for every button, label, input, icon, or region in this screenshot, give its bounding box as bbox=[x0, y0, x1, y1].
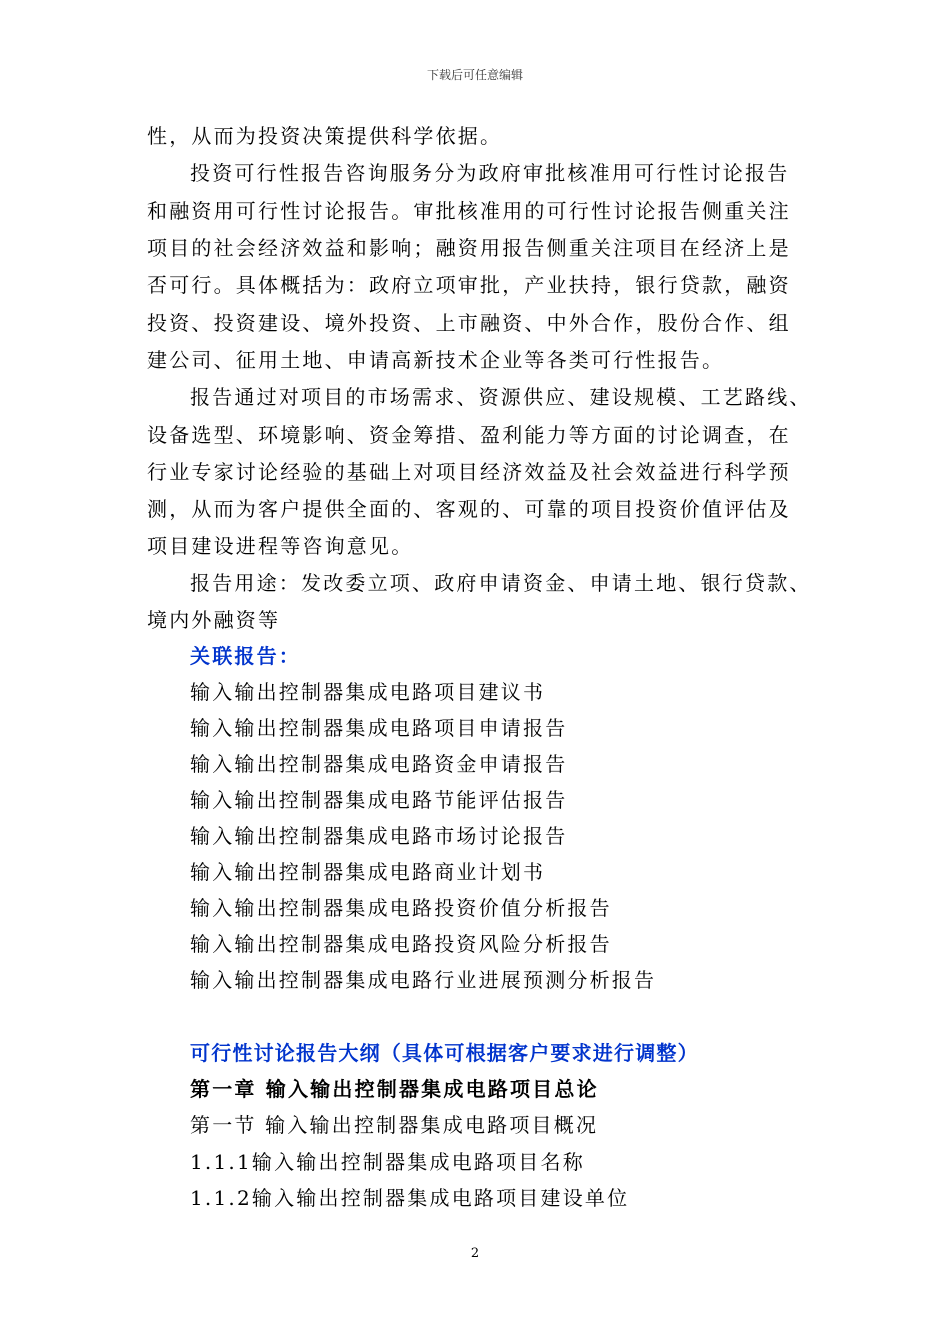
related-report-item[interactable]: 输入输出控制器集成电路商业计划书 bbox=[190, 860, 546, 884]
paragraph-line: 项目建设进程等咨询意见。 bbox=[147, 534, 414, 558]
related-report-item[interactable]: 输入输出控制器集成电路市场讨论报告 bbox=[190, 824, 568, 848]
chapter-title: 第一章 输入输出控制器集成电路项目总论 bbox=[190, 1077, 599, 1101]
related-report-item[interactable]: 输入输出控制器集成电路项目建议书 bbox=[190, 680, 546, 704]
paragraph-line: 性，从而为投资决策提供科学依据。 bbox=[147, 124, 503, 148]
related-reports-heading: 关联报告： bbox=[190, 644, 301, 668]
paragraph-line: 报告用途：发改委立项、政府申请资金、申请土地、银行贷款、 bbox=[190, 571, 812, 595]
paragraph-line: 测，从而为客户提供全面的、客观的、可靠的项目投资价值评估及 bbox=[147, 497, 791, 521]
paragraph-line: 投资、投资建设、境外投资、上市融资、中外合作，股份合作、组 bbox=[147, 311, 791, 335]
paragraph-line: 报告通过对项目的市场需求、资源供应、建设规模、工艺路线、 bbox=[190, 385, 812, 409]
related-report-item[interactable]: 输入输出控制器集成电路项目申请报告 bbox=[190, 716, 568, 740]
page-header: 下载后可任意编辑 bbox=[426, 68, 523, 82]
related-report-item[interactable]: 输入输出控制器集成电路投资风险分析报告 bbox=[190, 932, 612, 956]
related-report-item[interactable]: 输入输出控制器集成电路行业进展预测分析报告 bbox=[190, 968, 657, 992]
related-report-item[interactable]: 输入输出控制器集成电路资金申请报告 bbox=[190, 752, 568, 776]
paragraph-line: 行业专家讨论经验的基础上对项目经济效益及社会效益进行科学预 bbox=[147, 460, 791, 484]
paragraph-line: 设备选型、环境影响、资金筹措、盈利能力等方面的讨论调查，在 bbox=[147, 423, 791, 447]
paragraph-line: 建公司、征用土地、申请高新技术企业等各类可行性报告。 bbox=[147, 348, 725, 372]
outline-item: 1.1.2输入输出控制器集成电路项目建设单位 bbox=[190, 1186, 630, 1210]
paragraph-line: 境内外融资等 bbox=[147, 608, 281, 632]
section-title: 第一节 输入输出控制器集成电路项目概况 bbox=[190, 1113, 599, 1137]
paragraph-line: 否可行。具体概括为：政府立项审批，产业扶持，银行贷款，融资 bbox=[147, 273, 791, 297]
page-number: 2 bbox=[470, 1246, 480, 1261]
paragraph-line: 投资可行性报告咨询服务分为政府审批核准用可行性讨论报告 bbox=[190, 161, 790, 185]
related-report-item[interactable]: 输入输出控制器集成电路投资价值分析报告 bbox=[190, 896, 612, 920]
paragraph-line: 和融资用可行性讨论报告。审批核准用的可行性讨论报告侧重关注 bbox=[147, 199, 791, 223]
paragraph-line: 项目的社会经济效益和影响；融资用报告侧重关注项目在经济上是 bbox=[147, 236, 791, 260]
outline-item: 1.1.1输入输出控制器集成电路项目名称 bbox=[190, 1150, 585, 1174]
related-report-item[interactable]: 输入输出控制器集成电路节能评估报告 bbox=[190, 788, 568, 812]
outline-heading: 可行性讨论报告大纲（具体可根据客户要求进行调整） bbox=[190, 1041, 699, 1065]
